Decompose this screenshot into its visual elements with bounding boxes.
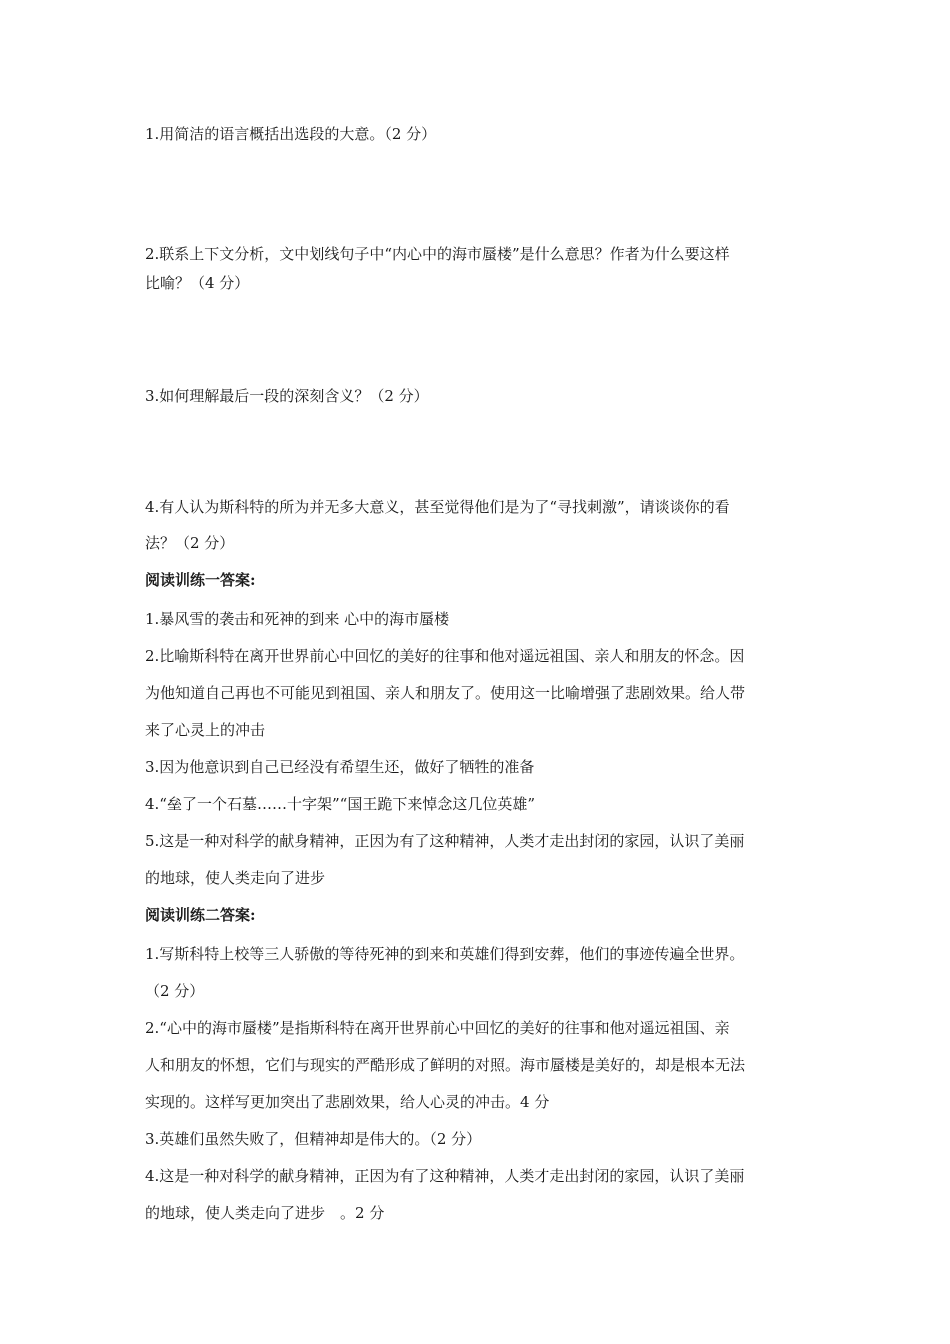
answers-2-heading: 阅读训练二答案:	[145, 906, 256, 924]
answers-2-line: 人和朋友的怀想，它们与现实的严酷形成了鲜明的对照。海市蜃楼是美好的，却是根本无法	[145, 1056, 746, 1074]
answers-2-line: 1.写斯科特上校等三人骄傲的等待死神的到来和英雄们得到安葬，他们的事迹传遍全世界。	[145, 945, 745, 963]
answers-1-line: 为他知道自己再也不可能见到祖国、亲人和朋友了。使用这一比喻增强了悲剧效果。给人带	[145, 684, 746, 702]
question-2-line-2: 比喻？（4 分）	[145, 274, 250, 292]
answers-1-line: 来了心灵上的冲击	[145, 721, 266, 739]
question-1: 1.用简洁的语言概括出选段的大意。（2 分）	[145, 125, 437, 143]
question-3: 3.如何理解最后一段的深刻含义？（2 分）	[145, 387, 429, 405]
answers-1-line: 5.这是一种对科学的献身精神，正因为有了这种精神，人类才走出封闭的家园，认识了美丽	[145, 832, 745, 850]
answers-1-line: 4.“垒了一个石墓……十字架”“国王跪下来悼念这几位英雄”	[145, 795, 535, 813]
answers-1-line: 1.暴风雪的袭击和死神的到来 心中的海市蜃楼	[145, 610, 450, 628]
answers-2-line: （2 分）	[145, 982, 205, 1000]
answers-2-line: 实现的。这样写更加突出了悲剧效果，给人心灵的冲击。4 分	[145, 1093, 550, 1111]
answers-1-line: 3.因为他意识到自己已经没有希望生还，做好了牺牲的准备	[145, 758, 535, 776]
question-4-line-2: 法？（2 分）	[145, 534, 235, 552]
answers-2-line: 2.“心中的海市蜃楼”是指斯科特在离开世界前心中回忆的美好的往事和他对遥远祖国、亲	[145, 1019, 730, 1037]
answers-1-heading: 阅读训练一答案:	[145, 571, 256, 589]
answers-2-line: 3.英雄们虽然失败了，但精神却是伟大的。（2 分）	[145, 1130, 482, 1148]
answers-2-line: 4.这是一种对科学的献身精神，正因为有了这种精神，人类才走出封闭的家园，认识了美丽	[145, 1167, 745, 1185]
answers-1-line: 2.比喻斯科特在离开世界前心中回忆的美好的往事和他对遥远祖国、亲人和朋友的怀念。因	[145, 647, 745, 665]
answers-2-line: 的地球，使人类走向了进步 。2 分	[145, 1204, 385, 1222]
question-4-line-1: 4.有人认为斯科特的所为并无多大意义，甚至觉得他们是为了“寻找刺激”，请谈谈你的看	[145, 498, 730, 516]
question-2-line-1: 2.联系上下文分析，文中划线句子中“内心中的海市蜃楼”是什么意思？作者为什么要这样	[145, 245, 730, 263]
answers-1-line: 的地球，使人类走向了进步	[145, 869, 326, 887]
